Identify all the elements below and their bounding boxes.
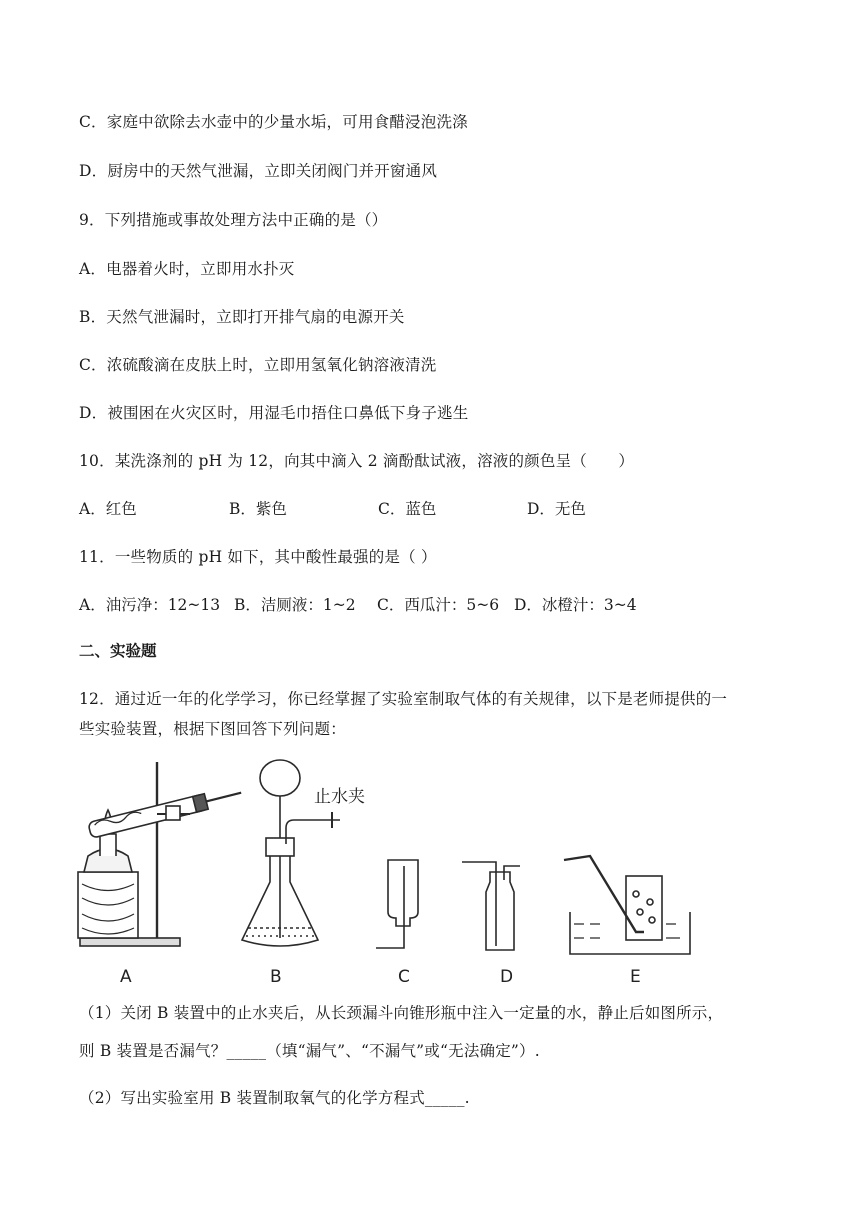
q12-stem-line1: 12．通过近一年的化学学习，你已经掌握了实验室制取气体的有关规律，以下是老师提供的一 [79,690,728,708]
clamp-label: 止水夹 [314,787,365,807]
q9-stem: 9．下列措施或事故处理方法中正确的是（） [79,211,388,229]
apparatus-d [462,862,520,950]
q10-option-a: A．红色 [79,500,137,518]
q8-option-c: C．家庭中欲除去水壶中的少量水垢，可用食醋浸泡洗涤 [79,113,468,131]
q11-option-a: A．油污净：12~13 [79,596,221,614]
q12-part2: （2）写出实验室用 B 装置制取氧气的化学方程式_____. [79,1089,470,1107]
section-heading: 二、实验题 [79,642,157,660]
apparatus-diagram [70,752,700,988]
apparatus-figure [70,752,700,992]
q9-option-c: C．浓硫酸滴在皮肤上时，立即用氢氧化钠溶液清洗 [79,356,437,374]
label-d: D [500,967,514,987]
q10-stem: 10．某洗涤剂的 pH 为 12，向其中滴入 2 滴酚酞试液，溶液的颜色呈（ ） [79,452,635,470]
q9-option-a: A．电器着火时，立即用水扑灭 [79,260,295,278]
q12-part1-line2: 则 B 装置是否漏气？_____（填“漏气”、“不漏气”或“无法确定”）. [79,1042,540,1060]
q10-option-c: C．蓝色 [378,500,437,518]
q11-option-d: D．冰橙汁：3~4 [514,596,637,614]
apparatus-c [376,860,418,948]
q11-option-b: B．洁厕液：1~2 [234,596,356,614]
q12-part1-line1: （1）关闭 B 装置中的止水夹后，从长颈漏斗向锥形瓶中注入一定量的水，静止后如图所示， [79,1004,724,1022]
q10-option-d: D．无色 [527,500,586,518]
label-c: C [398,967,410,987]
q8-option-d: D．厨房中的天然气泄漏，立即关闭阀门并开窗通风 [79,162,438,180]
q9-option-d: D．被围困在火灾区时，用湿毛巾捂住口鼻低下身子逃生 [79,404,469,422]
label-a: A [120,967,132,987]
q11-stem: 11．一些物质的 pH 如下，其中酸性最强的是（ ） [79,548,437,566]
q11-option-c: C．西瓜汁：5~6 [377,596,500,614]
q12-stem-line2: 些实验装置，根据下图回答下列问题： [79,720,346,738]
label-e: E [630,967,641,987]
label-b: B [270,967,282,987]
q9-option-b: B．天然气泄漏时，立即打开排气扇的电源开关 [79,308,405,326]
q10-option-b: B．紫色 [229,500,287,518]
apparatus-a [78,762,243,946]
apparatus-e [564,856,690,954]
